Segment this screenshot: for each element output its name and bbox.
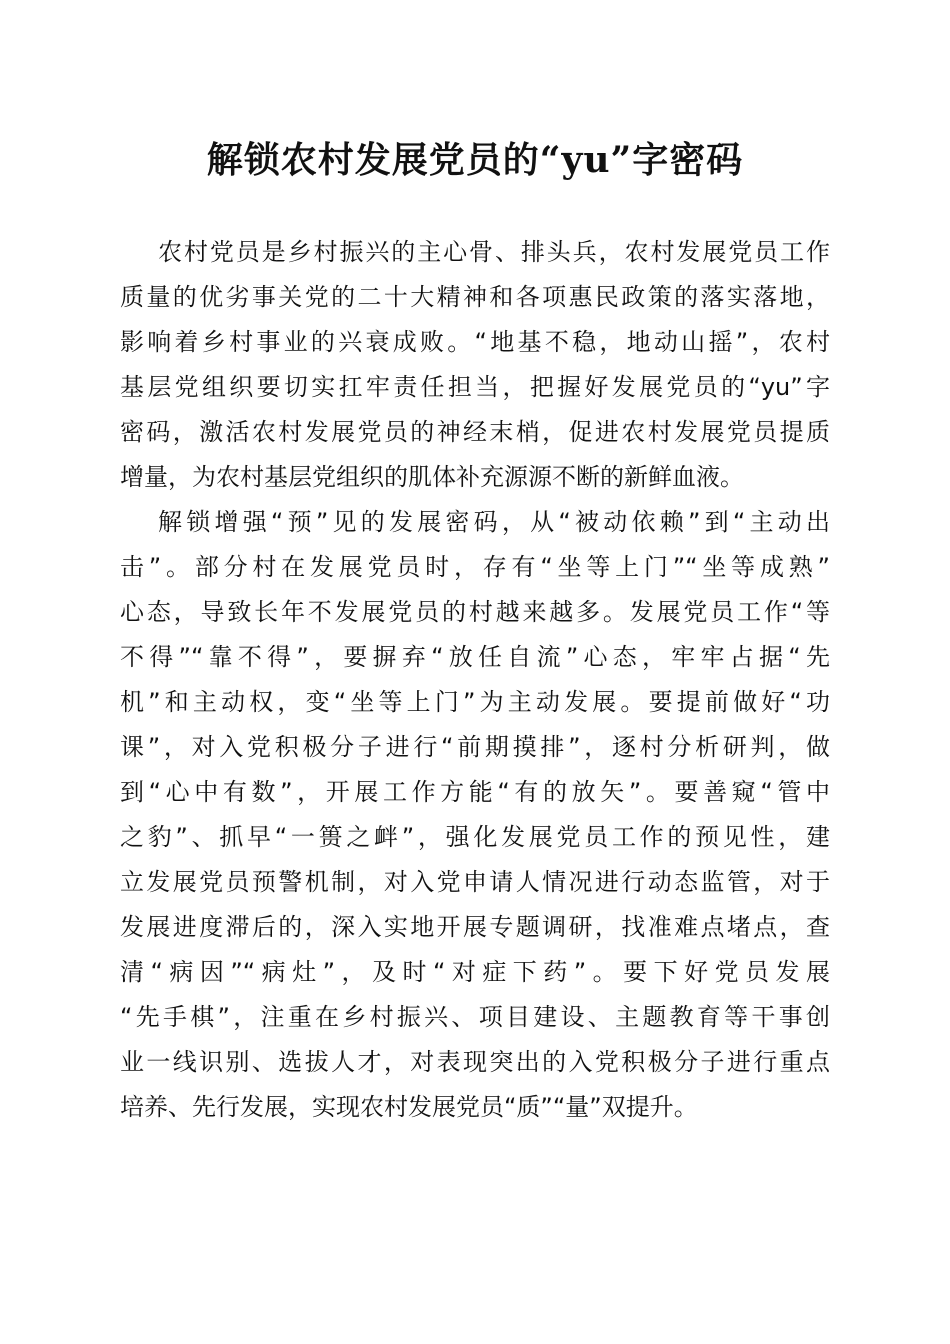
paragraph-line: 业一线识别、选拔人才，对表现突出的入党积极分子进行重点 xyxy=(120,1048,830,1076)
paragraph-line: 质量的优劣事关党的二十大精神和各项惠民政策的落实落地， xyxy=(120,283,830,311)
paragraph-line: 机”和主动权，变“坐等上门”为主动发展。要提前做好“功 xyxy=(120,688,830,716)
paragraph-line: 解锁增强“预”见的发展密码，从“被动依赖”到“主动出 xyxy=(158,508,830,536)
paragraph-line: 到“心中有数”，开展工作方能“有的放矢”。要善窥“管中 xyxy=(120,778,830,806)
paragraph-line: 密码，激活农村发展党员的神经末梢，促进农村发展党员提质 xyxy=(120,418,830,446)
paragraph-line: 心态，导致长年不发展党员的村越来越多。发展党员工作“等 xyxy=(120,598,830,626)
paragraph-line: 之豹”、抓早“一篑之衅”，强化发展党员工作的预见性，建 xyxy=(120,823,830,851)
document-body xyxy=(120,230,830,1130)
paragraph-2 xyxy=(120,500,830,1130)
paragraph-line: 立发展党员预警机制，对入党申请人情况进行动态监管，对于 xyxy=(120,868,830,896)
paragraph-line: 清“病因”“病灶”，及时“对症下药”。要下好党员发展 xyxy=(120,958,830,986)
paragraph-line: 培养、先行发展，实现农村发展党员“质”“量”双提升。 xyxy=(120,1093,698,1121)
paragraph-line: “先手棋”，注重在乡村振兴、项目建设、主题教育等干事创 xyxy=(120,1003,830,1031)
paragraph-line: 农村党员是乡村振兴的主心骨、排头兵，农村发展党员工作 xyxy=(158,238,830,266)
paragraph-line: 发展进度滞后的，深入实地开展专题调研，找准难点堵点，查 xyxy=(120,913,830,941)
paragraph-line: 不得”“靠不得”，要摒弃“放任自流”心态，牢牢占据“先 xyxy=(120,643,830,671)
paragraph-line: 影响着乡村事业的兴衰成败。“地基不稳，地动山摇”，农村 xyxy=(120,328,830,356)
paragraph-line: 课”，对入党积极分子进行“前期摸排”，逐村分析研判，做 xyxy=(120,733,830,761)
paragraph-line: 击”。部分村在发展党员时，存有“坐等上门”“坐等成熟” xyxy=(120,553,830,581)
paragraph-line: 增量，为农村基层党组织的肌体补充源源不断的新鲜血液。 xyxy=(120,463,744,491)
paragraph-1 xyxy=(120,230,830,500)
paragraph-line: 基层党组织要切实扛牢责任担当，把握好发展党员的“yu”字 xyxy=(120,373,830,401)
document-title: 解锁农村发展党员的“yu”字密码 xyxy=(206,139,744,181)
